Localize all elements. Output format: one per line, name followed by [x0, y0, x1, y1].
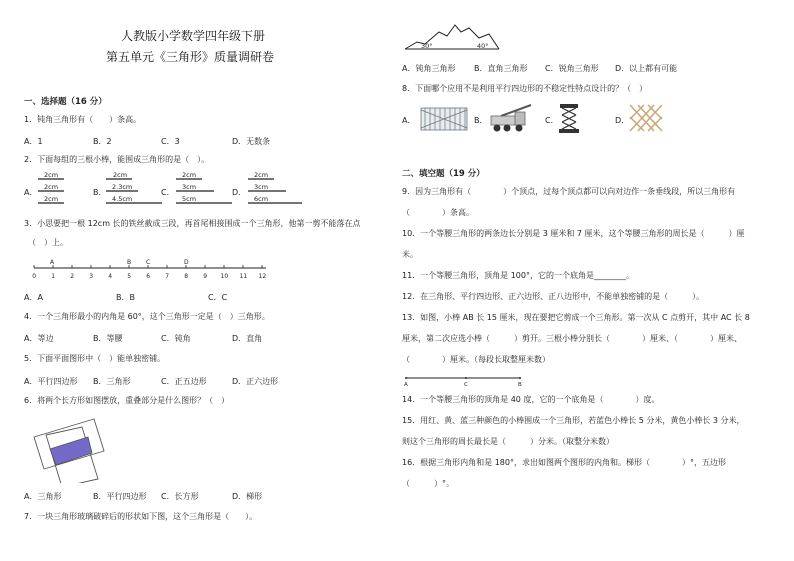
- q2-sticks-figure: [36, 170, 306, 210]
- q6-option-d[interactable]: D．梯形: [232, 492, 263, 501]
- question-10-line1: 10．一个等腰三角形的两条边长分别是 3 厘米和 7 厘米，这个等腰三角形的周长是（ ）厘: [402, 229, 745, 238]
- question-9-line2: （ ）条高。: [402, 208, 474, 217]
- q5-option-d[interactable]: D．正六边形: [232, 377, 279, 386]
- angle-30-label: 30°: [421, 42, 433, 50]
- ruler-tick-label: 7: [165, 273, 170, 280]
- ruler-tick-label: 8: [184, 273, 189, 280]
- q4-option-b[interactable]: B．等腰: [93, 334, 123, 343]
- crane-truck-icon: [487, 102, 535, 134]
- q3-option-a[interactable]: A．A: [24, 293, 43, 302]
- q7-option-d[interactable]: D．以上都有可能: [615, 64, 678, 73]
- q3-ruler-figure: [28, 256, 278, 282]
- q4-option-a[interactable]: A．等边: [24, 334, 54, 343]
- stick-label: 6cm: [254, 195, 269, 203]
- q1-option-c[interactable]: C．3: [161, 137, 180, 146]
- question-13-line2: 厘米，第二次应选小棒（ ）剪开。三根小棒分别长（ ）厘米、（ ）厘米、: [402, 334, 742, 343]
- ruler-tick-label: 6: [146, 273, 151, 280]
- question-15-line2: 则这个三角形的周长最长是（ ）分米。（取整分米数）: [402, 437, 614, 446]
- question-9-line1: 9．因为三角形有（ ）个顶点，过每个顶点都可以向对边作一条垂线段，所以三角形有: [402, 187, 736, 196]
- q1-option-a[interactable]: A．1: [24, 137, 43, 146]
- q6-option-b[interactable]: B．平行四边形: [93, 492, 147, 501]
- question-2: 2．下面每组的三根小棒，能围成三角形的是（ ）。: [24, 155, 210, 164]
- q8-option-a[interactable]: A．: [402, 116, 416, 125]
- q2-option-a[interactable]: A．: [24, 188, 38, 197]
- q1-option-d[interactable]: D．无数条: [232, 137, 271, 146]
- ruler-point-a: A: [50, 259, 55, 266]
- question-10-line2: 米。: [402, 250, 418, 259]
- point-c-label: C: [464, 382, 468, 387]
- q7-option-b[interactable]: B．直角三角形: [474, 64, 528, 73]
- ruler-point-b: B: [127, 259, 132, 266]
- q4-option-d[interactable]: D．直角: [232, 334, 263, 343]
- q3-option-b[interactable]: B．B: [116, 293, 135, 302]
- q5-option-b[interactable]: B．三角形: [93, 377, 131, 386]
- q7-option-a[interactable]: A．钝角三角形: [402, 64, 456, 73]
- question-6: 6．将两个长方形如图摆放，重叠部分是什么图形？（ ）: [24, 396, 230, 405]
- q8-option-c[interactable]: C．: [545, 116, 559, 125]
- q5-option-c[interactable]: C．正五边形: [161, 377, 207, 386]
- q4-option-c[interactable]: C．钝角: [161, 334, 191, 343]
- stick-label: 2cm: [44, 183, 59, 191]
- stick-label: 2cm: [44, 195, 59, 203]
- ruler-tick-label: 9: [203, 273, 208, 280]
- stick-label: 2cm: [254, 171, 269, 179]
- q6-option-a[interactable]: A．三角形: [24, 492, 62, 501]
- title-line1: 人教版小学数学四年级下册: [121, 29, 266, 43]
- q8-option-b[interactable]: B．: [474, 116, 488, 125]
- ruler-tick-label: 12: [258, 273, 267, 280]
- question-8: 8．下面哪个应用不是利用平行四边形的不稳定性特点设计的？（ ）: [402, 84, 648, 93]
- ruler-tick-label: 4: [108, 273, 113, 280]
- ruler-tick-label: 2: [70, 273, 75, 280]
- ruler-tick-label: 10: [220, 273, 229, 280]
- ruler-point-d: D: [184, 259, 189, 266]
- point-a-label: A: [404, 382, 408, 387]
- title-line2: 第五单元《三角形》质量调研卷: [106, 50, 275, 64]
- question-12: 12．在三角形、平行四边形、正六边形、正八边形中，不能单独密铺的是（ ）。: [402, 292, 705, 301]
- question-11: 11．一个等腰三角形，顶角是 100°，它的一个底角是________。: [402, 271, 634, 280]
- q8-option-d[interactable]: D．: [615, 116, 630, 125]
- section-fill-heading: 二、填空题（19 分）: [402, 169, 485, 179]
- q2-option-d[interactable]: D．: [232, 188, 247, 197]
- question-13-line1: 13．如图，小棒 AB 长 15 厘米，现在要把它剪成一个三角形。第一次从 C 点剪开，其中 AC 长 8: [402, 313, 750, 322]
- ruler-tick-label: 5: [127, 273, 132, 280]
- ruler-tick-label: 0: [32, 273, 37, 280]
- stick-label: 3cm: [254, 183, 269, 191]
- ruler-tick-label: 3: [89, 273, 94, 280]
- q2-option-b[interactable]: B．: [93, 188, 107, 197]
- question-3-line2: （ ）上。: [28, 238, 68, 247]
- q1-option-b[interactable]: B．2: [93, 137, 112, 146]
- q6-option-c[interactable]: C．长方形: [161, 492, 199, 501]
- section-choice-heading: 一、选择题（16 分）: [24, 97, 107, 107]
- angle-40-label: 40°: [477, 42, 489, 50]
- scissor-lift-icon: [558, 102, 580, 134]
- question-16-line1: 16．根据三角形内角和是 180°，求出如图两个图形的内角和。梯形（ ）°，五边形: [402, 458, 726, 467]
- stick-label: 5cm: [182, 195, 197, 203]
- ruler-tick-label: 11: [239, 273, 248, 280]
- retractable-gate-icon: [420, 104, 470, 132]
- question-14: 14．一个等腰三角形的顶角是 40 度，它的一个底角是（ ）度。: [402, 395, 660, 404]
- stick-label: 3cm: [182, 183, 197, 191]
- question-7: 7．一块三角形玻璃破碎后的形状如下图，这个三角形是（ ）。: [24, 512, 258, 521]
- question-3-line1: 3．小思要把一根 12cm 长的铁丝截成三段，再首尾相接围成一个三角形，他第一剪不能落在点: [24, 219, 361, 228]
- question-13-line3: （ ）厘米。（每段长取整厘米数）: [402, 355, 550, 364]
- lattice-fence-icon: [628, 103, 664, 133]
- ruler-tick-label: 1: [51, 273, 56, 280]
- stick-label: 2cm: [113, 171, 128, 179]
- stick-label: 2.3cm: [112, 183, 133, 191]
- q2-option-c[interactable]: C．: [161, 188, 175, 197]
- q7-broken-glass-figure: [403, 22, 503, 52]
- question-16-line2: （ ）°。: [402, 479, 454, 488]
- q6-rectangles-figure: [28, 413, 118, 483]
- ruler-point-c: C: [146, 259, 151, 266]
- stick-label: 2cm: [44, 171, 59, 179]
- q3-option-c[interactable]: C．C: [208, 293, 228, 302]
- question-1: 1．钝角三角形有（ ）条高。: [24, 115, 142, 124]
- stick-label: 4.5cm: [112, 195, 133, 203]
- q13-segment-figure: [402, 373, 532, 387]
- stick-label: 2cm: [182, 171, 197, 179]
- question-5: 5．下面平面图形中（ ）能单独密铺。: [24, 354, 166, 363]
- q7-option-c[interactable]: C．锐角三角形: [545, 64, 599, 73]
- question-15-line1: 15．用红、黄、蓝三种颜色的小棒围成一个三角形，若蓝色小棒长 5 分米，黄色小棒长 3 分米，: [402, 416, 745, 425]
- q5-option-a[interactable]: A．平行四边形: [24, 377, 78, 386]
- point-b-label: B: [518, 382, 522, 387]
- question-4: 4．一个三角形最小的内角是 60°，这个三角形一定是（ ）三角形。: [24, 312, 270, 321]
